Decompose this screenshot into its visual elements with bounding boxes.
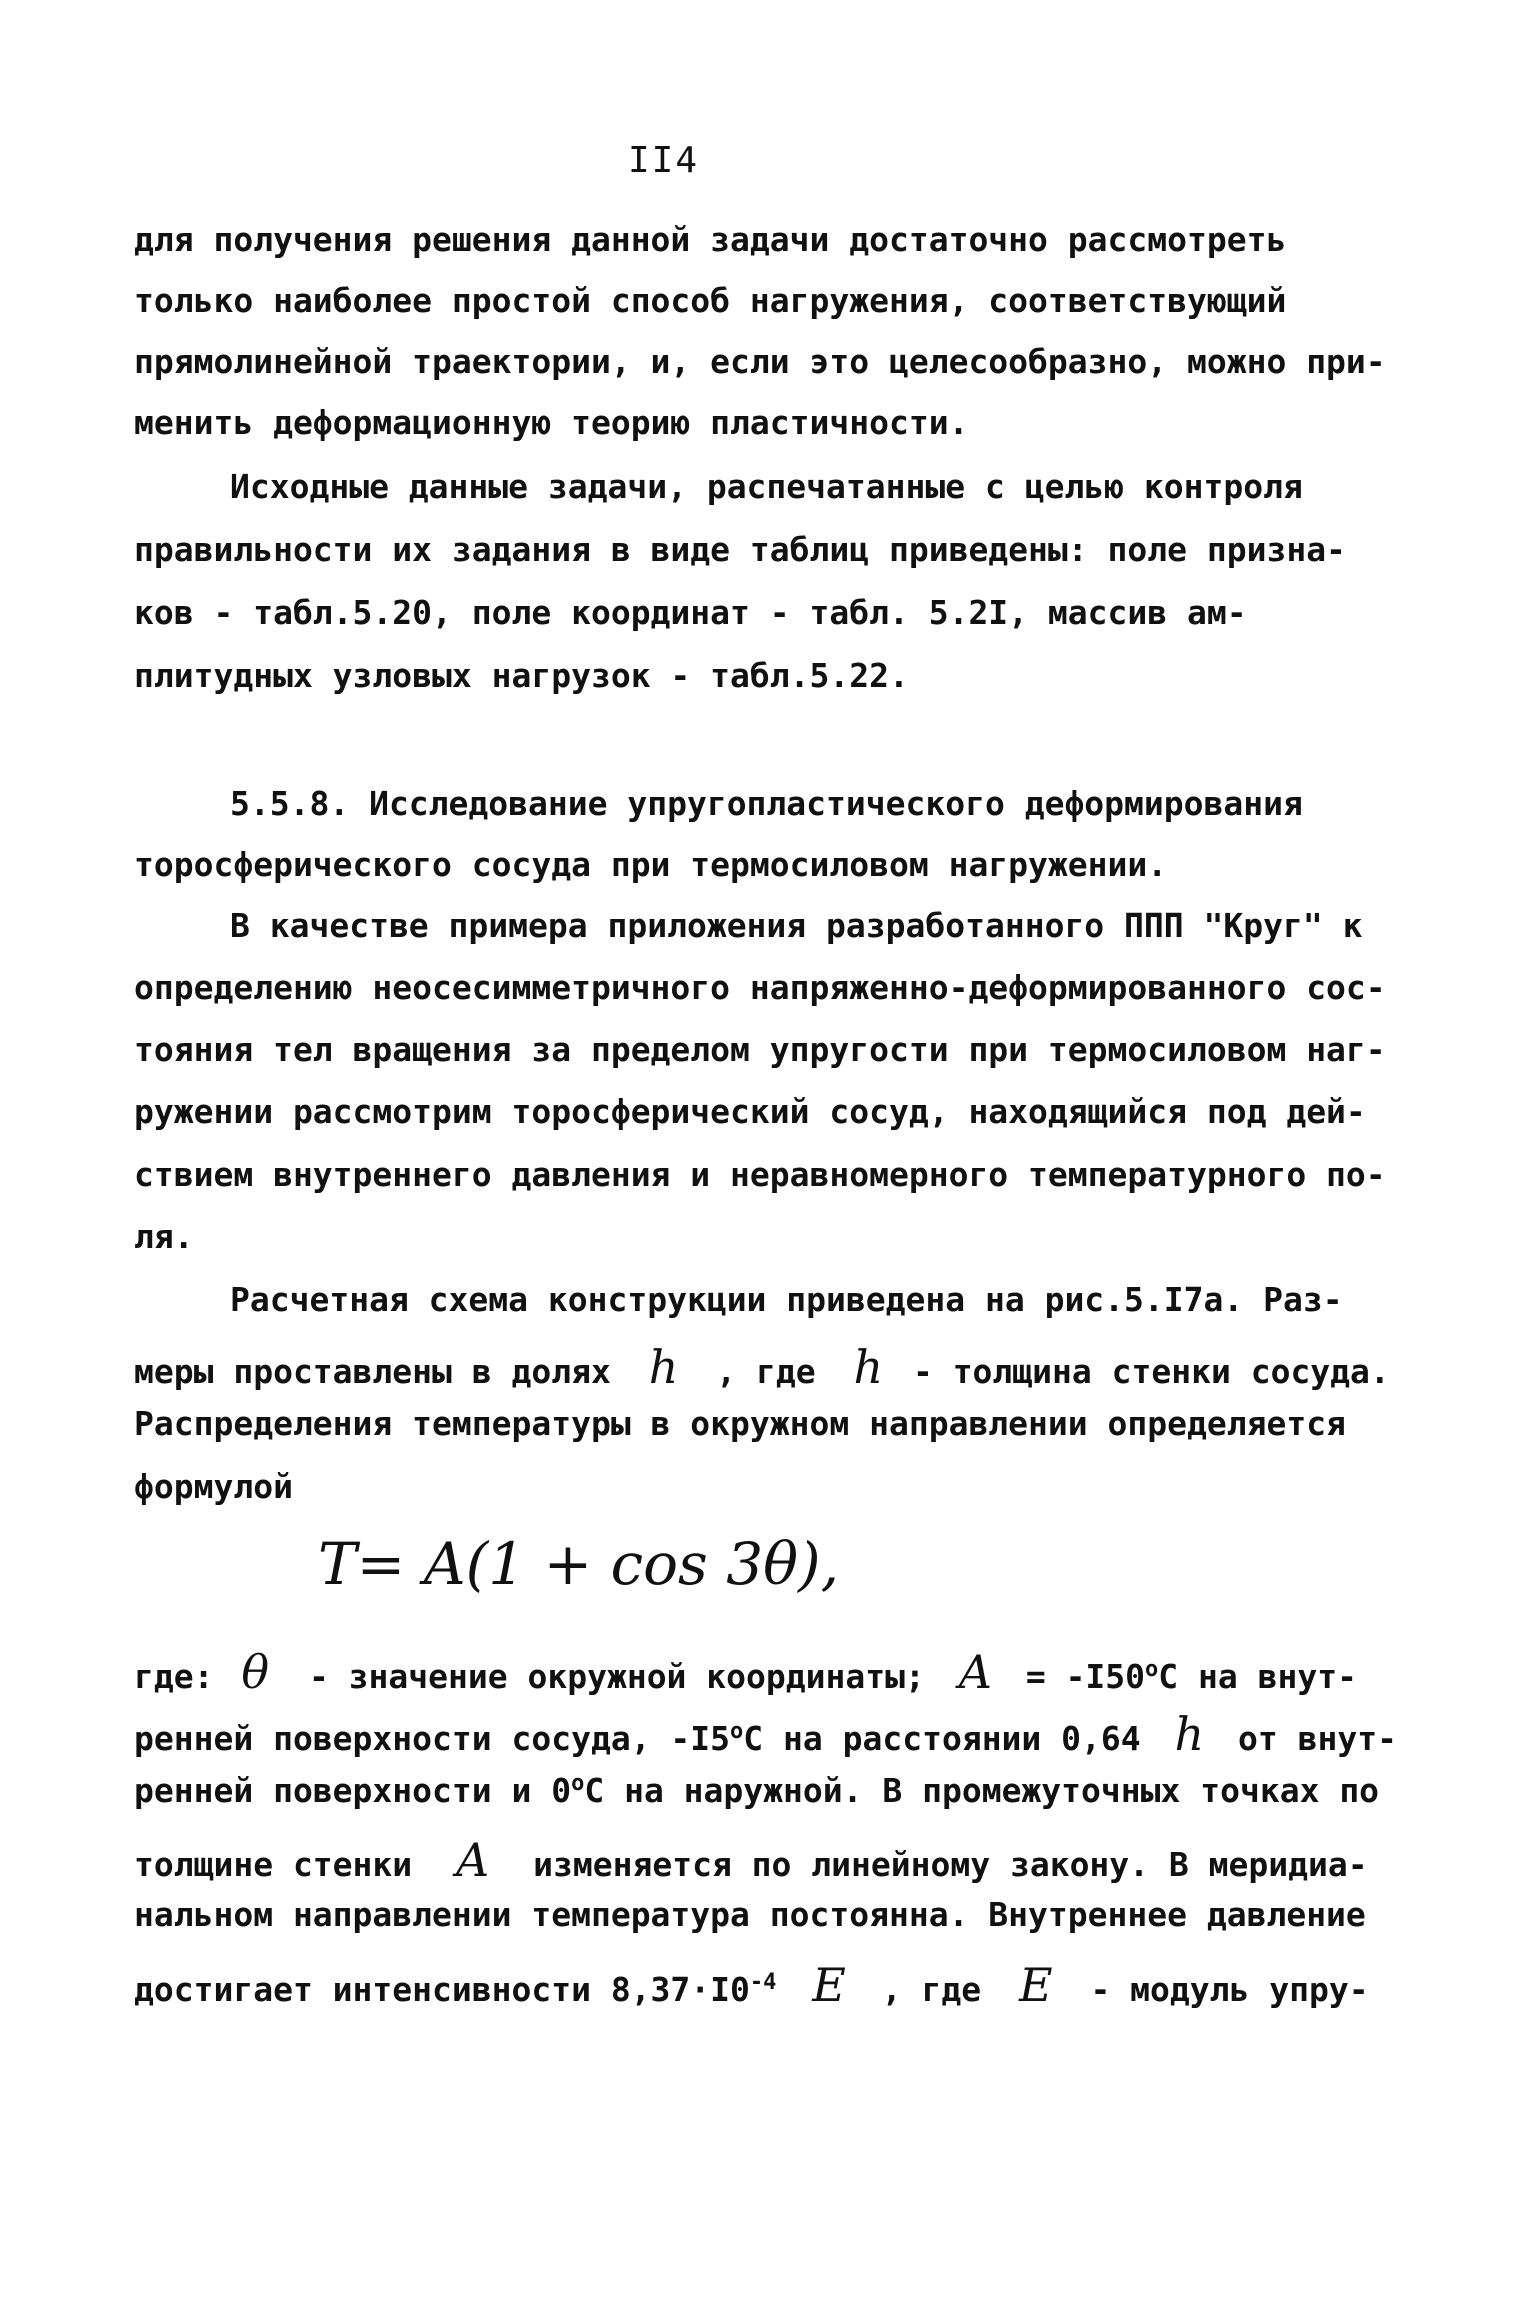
text-line xyxy=(134,1958,1384,2012)
text-line: Исходные данные задачи, распечатанные с целью контроля xyxy=(230,467,1303,506)
text-line xyxy=(134,1833,1384,1887)
text-line xyxy=(134,1771,1384,1810)
text-line: Расчетная схема конструкции приведена на рис.5.I7а. Раз- xyxy=(230,1280,1343,1319)
text-line xyxy=(134,1645,1384,1699)
text-fragment: изменяется по линейному закону. В меридиа- xyxy=(533,1845,1368,1884)
text-line: правильности их задания в виде таблиц приведены: поле призна- xyxy=(134,530,1346,569)
text-fragment: ренней поверхности и 0 xyxy=(134,1771,572,1810)
text-line: ков - табл.5.20, поле координат - табл. 5.2I, массив ам- xyxy=(134,593,1247,632)
text-fragment: C на наружной. В промежуточных точках по xyxy=(584,1771,1380,1810)
section-heading: торосферического сосуда при термосиловом нагружении. xyxy=(134,845,1168,884)
text-line xyxy=(134,1340,1390,1394)
text-fragment: , где xyxy=(881,1970,982,2009)
symbol-h: h xyxy=(853,1340,884,1394)
text-line: определению неосесимметричного напряженно-деформированного сос- xyxy=(134,968,1386,1007)
superscript: o xyxy=(730,1719,744,1744)
superscript: o xyxy=(571,1771,585,1796)
text-fragment: меры проставлены в долях xyxy=(134,1352,611,1391)
text-fragment: ренней поверхности сосуда, -I5 xyxy=(134,1719,731,1758)
text-line xyxy=(134,1707,1397,1761)
text-line: тояния тел вращения за пределом упругости при термосиловом наг- xyxy=(134,1030,1386,1069)
text-line: ствием внутреннего давления и неравномерного температурного по- xyxy=(134,1155,1386,1194)
text-fragment: = -I50 xyxy=(1025,1657,1146,1696)
superscript: o xyxy=(1145,1657,1159,1682)
formula: T= A(1 + cos 3θ), xyxy=(318,1530,840,1598)
text-fragment: C на внут- xyxy=(1158,1657,1357,1696)
text-fragment: - модуль упру- xyxy=(1090,1970,1369,2009)
text-line: менить деформационную теорию пластичности. xyxy=(134,403,969,442)
symbol-A: A xyxy=(958,1645,992,1699)
text-fragment: толщине стенки xyxy=(134,1845,413,1884)
text-fragment: где: xyxy=(134,1657,214,1696)
text-fragment: , где xyxy=(716,1352,816,1391)
section-heading: 5.5.8. Исследование упругопластического деформирования xyxy=(230,784,1303,823)
symbol-E: E xyxy=(812,1958,846,2012)
text-line: для получения решения данной задачи достаточно рассмотреть xyxy=(134,220,1287,259)
symbol-h: h xyxy=(1174,1707,1205,1761)
text-line: ля. xyxy=(134,1217,194,1256)
text-line: ружении рассмотрим торосферический сосуд, находящийся под дей- xyxy=(134,1092,1366,1131)
symbol-A: A xyxy=(456,1833,490,1887)
symbol-h: h xyxy=(648,1340,679,1394)
text-fragment: C на расстоянии 0,64 xyxy=(743,1719,1141,1758)
symbol-theta: θ xyxy=(241,1645,270,1699)
text-line: В качестве примера приложения разработанного ППП "Круг" к xyxy=(230,906,1363,945)
text-fragment: от внут- xyxy=(1238,1719,1397,1758)
text-line: нальном направлении температура постоянна. Внутреннее давление xyxy=(134,1895,1366,1934)
superscript: -4 xyxy=(749,1970,777,1995)
text-line: только наиболее простой способ нагружения, соответствующий xyxy=(134,281,1287,320)
text-fragment: - толщина стенки сосуда. xyxy=(912,1352,1390,1391)
page-number: II4 xyxy=(628,140,700,181)
symbol-E: E xyxy=(1018,1958,1053,2012)
text-line: Распределения температуры в окружном направлении определяется xyxy=(134,1404,1346,1443)
text-line: формулой xyxy=(134,1467,293,1506)
text-line: прямолинейной траектории, и, если это целесообразно, можно при- xyxy=(134,342,1386,381)
text-line: плитудных узловых нагрузок - табл.5.22. xyxy=(134,656,909,695)
text-fragment: достигает интенсивности 8,37·I0 xyxy=(134,1970,750,2009)
text-fragment: - значение окружной координаты; xyxy=(308,1657,925,1696)
